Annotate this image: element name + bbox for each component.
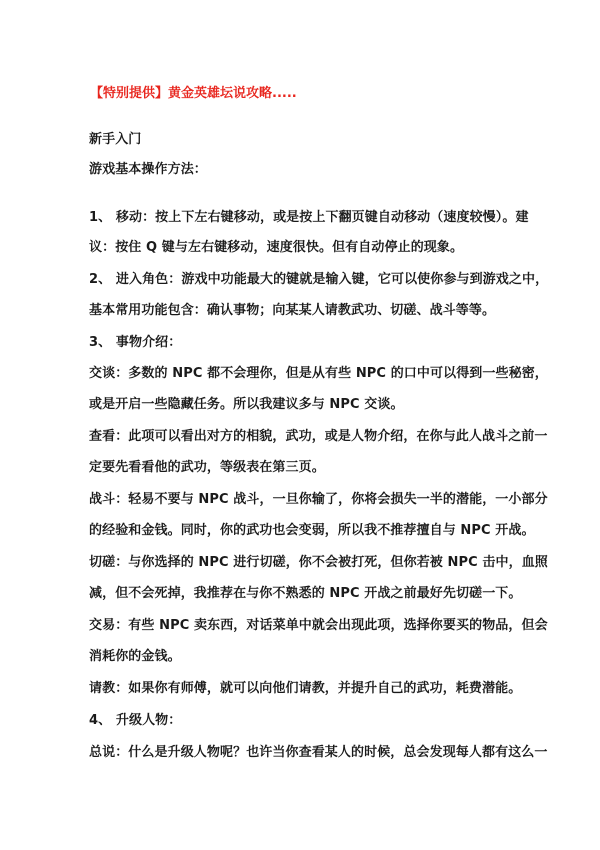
section-heading-newbie: 新手入门 [89,132,142,147]
paragraph-line: 基本常用功能包含：确认事物；向某某人请教武功、切磋、战斗等等。 [89,303,496,318]
paragraph-line: 2、 进入角色：游戏中功能最大的键就是输入键，它可以使你参与到游戏之中， [89,272,549,287]
paragraph-line: 查看：此项可以看出对方的相貌，武功，或是人物介绍，在你与此人战斗之前一 [89,429,548,444]
promo-link[interactable]: 【特别提供】黄金英雄坛说攻略..... [90,86,297,101]
paragraph-line: 交易：有些 NPC 卖东西，对话菜单中就会出现此项，选择你要买的物品，但会 [89,618,548,633]
subsection-heading: 3、 事物介绍： [89,335,182,350]
basic-ops-heading: 游戏基本操作方法： [89,162,207,177]
paragraph-line: 战斗：轻易不要与 NPC 战斗，一旦你输了，你将会损失一半的潜能，一小部分 [89,492,548,507]
paragraph-line: 切磋：与你选择的 NPC 进行切磋，你不会被打死，但你若被 NPC 击中，血照 [89,555,548,570]
paragraph-line: 的经验和金钱。同时，你的武功也会变弱，所以我不推荐擅自与 NPC 开战。 [89,523,535,538]
paragraph-line: 总说：什么是升级人物呢？也许当你查看某人的时候，总会发现每人都有这么一 [89,745,548,760]
paragraph-line: 减，但不会死掉，我推荐在与你不熟悉的 NPC 开战之前最好先切磋一下。 [89,586,522,601]
paragraph-line: 消耗你的金钱。 [89,649,181,664]
paragraph-line: 议：按住 Q 键与左右键移动，速度很快。但有自动停止的现象。 [89,240,464,255]
paragraph-line: 交谈：多数的 NPC 都不会理你，但是从有些 NPC 的口中可以得到一些秘密， [89,366,548,381]
paragraph-line: 定要先看看他的武功，等级表在第三页。 [89,460,325,475]
paragraph-line: 请教：如果你有师傅，就可以向他们请教，并提升自己的武功，耗费潜能。 [89,681,522,696]
paragraph-line: 或是开启一些隐藏任务。所以我建议多与 NPC 交谈。 [89,397,404,412]
paragraph-line: 1、 移动：按上下左右键移动，或是按上下翻页键自动移动（速度较慢）。建 [89,210,529,225]
subsection-heading: 4、 升级人物： [89,713,182,728]
